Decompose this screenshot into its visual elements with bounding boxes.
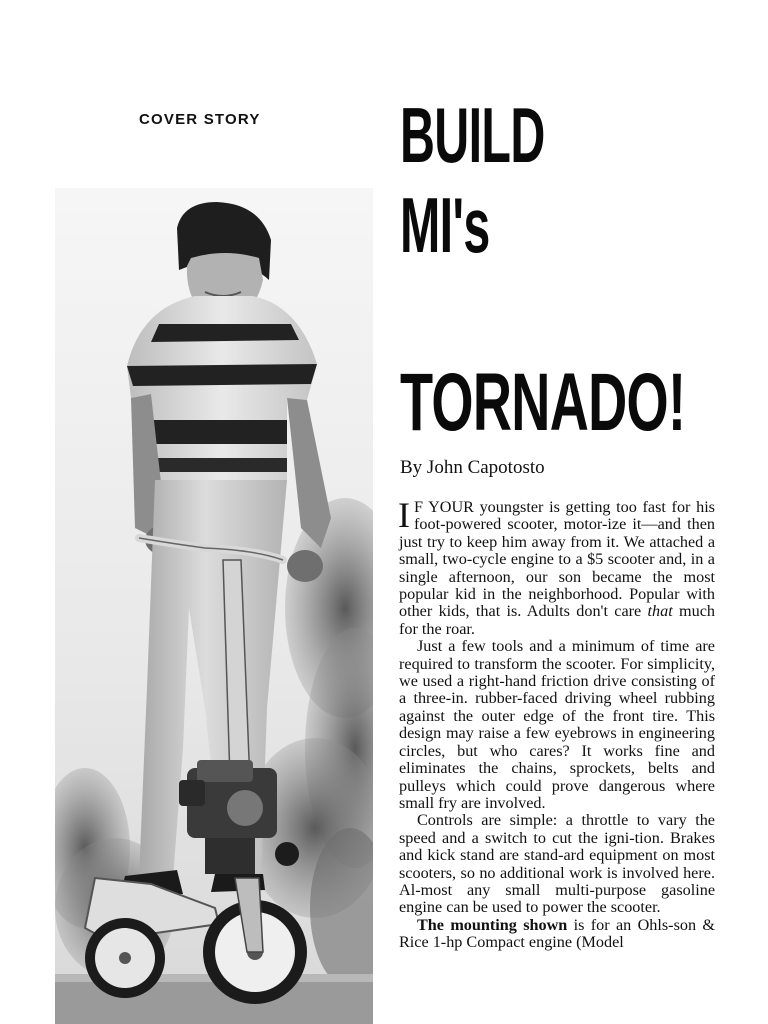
paragraph-1-italic: that <box>647 602 673 621</box>
cover-photo <box>55 188 373 1024</box>
drop-cap: I <box>398 495 410 535</box>
paragraph-2: Just a few tools and a minimum of time are required to transform the scooter. For simplicity, we used a right-hand friction drive consisting of a three-in. rubber-faced driving wheel rubbing against the outer edge of the front tire. This design may raise a few eyebrows in engineering circles, but who cares? It works fine and eliminates the chains, sprockets, belts and pulleys which could prove dangerous where small fry are involved. <box>399 637 715 812</box>
paragraph-1-text-a: F YOUR youngster is getting too fast for his foot-powered scooter, motor-ize it—and then just try to keep him away from it. We attached a small, two-cycle engine to a $5 scooter and, in a single afternoon, our son became the most popular kid in the neighborhood. Popular with other kids, that is. Adults don't care <box>399 498 715 621</box>
section-kicker: COVER STORY <box>139 111 261 128</box>
headline-line-2: MI's <box>400 181 490 269</box>
article-body <box>398 495 715 952</box>
paragraph-1 <box>398 495 715 638</box>
byline: By John Capotosto <box>400 457 545 478</box>
paragraph-4-text: is for an Ohls-son & Rice 1-hp Compact engine (Model <box>399 915 715 952</box>
headline-line-1: BUILD <box>400 91 545 179</box>
paragraph-4-run-in: The mounting shown <box>417 915 568 934</box>
headline-line-3: TORNADO! <box>400 357 686 448</box>
paragraph-4 <box>399 917 715 952</box>
paragraph-1-text-b: much for the roar. <box>399 602 715 638</box>
paragraph-3: Controls are simple: a throttle to vary the speed and a switch to cut the igni-tion. Brakes and kick stand are stand-ard equipment on most scooters, so no additional work is involved here. Al-most any small multi-purpose gasoline engine can be used to power the scooter. <box>399 811 715 917</box>
